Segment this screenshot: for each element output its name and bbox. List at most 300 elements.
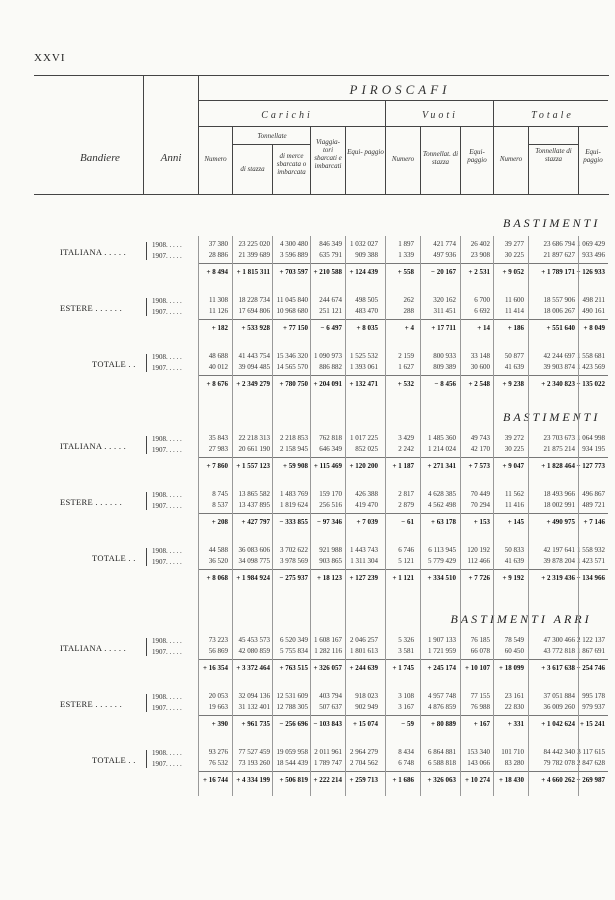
- table-cell: + 1 557 123: [236, 462, 270, 470]
- header-tonnellate: Tonnellate: [257, 132, 287, 140]
- table-cell: + 134 966: [576, 574, 605, 582]
- table-cell: + 1 121: [392, 574, 414, 582]
- table-cell: 762 818: [319, 434, 342, 442]
- table-cell: + 59 908: [283, 462, 308, 470]
- table-cell: 2 817: [398, 490, 414, 498]
- tonnellate-rule-2: [528, 144, 578, 145]
- row-label: ESTERE . . . . . .: [60, 699, 123, 709]
- table-cell: 6 520 349: [280, 636, 308, 644]
- table-cell: 41 639: [504, 557, 524, 565]
- table-cell: 21 897 627: [543, 251, 575, 259]
- body-col-divider: [272, 236, 273, 796]
- table-cell: + 2 319 436: [541, 574, 575, 582]
- row-label: ESTERE . . . . . .: [60, 303, 123, 313]
- table-cell: 995 178: [582, 692, 605, 700]
- table-cell: + 703 597: [279, 268, 308, 276]
- table-cell: 5 779 429: [428, 557, 456, 565]
- table-cell: 489 721: [582, 501, 605, 509]
- body-col-divider: [420, 236, 421, 796]
- table-cell: + 245 174: [427, 664, 456, 672]
- table-cell: + 2 340 823: [541, 380, 575, 388]
- table-cell: 11 600: [505, 296, 524, 304]
- table-cell: + 7 726: [468, 574, 490, 582]
- table-cell: 6 588 818: [428, 759, 456, 767]
- table-cell: − 333 855: [279, 518, 308, 526]
- table-cell: 42 244 697: [543, 352, 575, 360]
- table-cell: 20 053: [208, 692, 228, 700]
- table-cell: 22 218 313: [238, 434, 270, 442]
- table-cell: 56 869: [208, 647, 228, 655]
- table-cell: 39 903 874: [543, 363, 575, 371]
- table-cell: + 532: [397, 380, 414, 388]
- diff-rule: [198, 513, 608, 514]
- brace-rule: [146, 548, 147, 566]
- table-cell: 37 380: [208, 240, 228, 248]
- table-cell: 77 155: [470, 692, 490, 700]
- table-cell: 262: [403, 296, 414, 304]
- brace-rule: [146, 694, 147, 712]
- table-cell: + 4: [404, 324, 414, 332]
- table-cell: 3 429: [398, 434, 414, 442]
- table-cell: 66 078: [470, 647, 490, 655]
- table-cell: + 763 515: [279, 664, 308, 672]
- table-cell: + 145: [507, 518, 524, 526]
- brace-rule: [146, 242, 147, 260]
- table-cell: 490 161: [582, 307, 605, 315]
- table-cell: 903 865: [319, 557, 342, 565]
- brace-rule: [146, 354, 147, 372]
- table-cell: + 3 617 638: [541, 664, 575, 672]
- table-cell: 2 159: [398, 352, 414, 360]
- year-label: 1908. . . . .: [152, 637, 182, 645]
- table-cell: 50 877: [504, 352, 524, 360]
- table-cell: 28 886: [208, 251, 228, 259]
- table-cell: 1 897: [398, 240, 414, 248]
- header-numero: Numero: [204, 155, 227, 163]
- table-cell: + 4 334 199: [236, 776, 270, 784]
- diff-rule: [198, 659, 608, 660]
- table-cell: + 153: [473, 518, 490, 526]
- table-cell: + 9 192: [502, 574, 524, 582]
- table-cell: 39 272: [504, 434, 524, 442]
- table-cell: + 7 146: [583, 518, 605, 526]
- table-cell: + 204 091: [313, 380, 342, 388]
- year-label: 1907. . . . .: [152, 648, 182, 656]
- table-cell: + 10 107: [465, 664, 490, 672]
- table-cell: 5 121: [398, 557, 414, 565]
- table-cell: + 331: [507, 720, 524, 728]
- table-cell: + 390: [211, 720, 228, 728]
- table-cell: + 1 686: [392, 776, 414, 784]
- table-cell: 35 843: [208, 434, 228, 442]
- table-cell: + 326 063: [427, 776, 456, 784]
- table-cell: 18 557 906: [543, 296, 575, 304]
- table-cell: 73 193 260: [238, 759, 270, 767]
- table-cell: 426 388: [355, 490, 378, 498]
- table-cell: + 126 933: [576, 268, 605, 276]
- table-cell: 6 864 881: [428, 748, 456, 756]
- table-cell: 3 596 889: [280, 251, 308, 259]
- year-label: 1907. . . . .: [152, 364, 182, 372]
- table-cell: 101 710: [501, 748, 524, 756]
- year-label: 1907. . . . .: [152, 502, 182, 510]
- table-cell: 77 527 459: [238, 748, 270, 756]
- table-cell: + 8 494: [206, 268, 228, 276]
- table-cell: + 1 187: [392, 462, 414, 470]
- table-cell: 852 025: [355, 445, 378, 453]
- year-label: 1907. . . . .: [152, 558, 182, 566]
- table-cell: + 15 074: [353, 720, 378, 728]
- table-cell: + 2 531: [468, 268, 490, 276]
- table-cell: 47 300 466: [543, 636, 575, 644]
- table-cell: + 18 099: [499, 664, 524, 672]
- table-cell: + 1 984 924: [236, 574, 270, 582]
- table-cell: 23 908: [470, 251, 490, 259]
- table-cell: 1 485 360: [428, 434, 456, 442]
- table-cell: + 1 789 171: [541, 268, 575, 276]
- table-cell: + 334 510: [427, 574, 456, 582]
- row-label: ESTERE . . . . . .: [60, 497, 123, 507]
- table-cell: + 132 471: [349, 380, 378, 388]
- header-numero-vuoti: Numero: [391, 155, 415, 163]
- header-totale: Totale: [531, 110, 574, 121]
- table-cell: 403 794: [319, 692, 342, 700]
- table-cell: 2 847 628: [577, 759, 605, 767]
- table-cell: 84 442 340: [543, 748, 575, 756]
- col-divider-group: [385, 101, 386, 194]
- table-cell: 79 782 078: [543, 759, 575, 767]
- table-cell: 27 983: [208, 445, 228, 453]
- table-cell: 30 225: [504, 251, 524, 259]
- table-cell: 49 743: [470, 434, 490, 442]
- table-cell: 23 225 020: [238, 240, 270, 248]
- year-label: 1908. . . . .: [152, 353, 182, 361]
- table-cell: 3 581: [398, 647, 414, 655]
- table-cell: 42 197 641: [543, 546, 575, 554]
- table-cell: + 77 150: [283, 324, 308, 332]
- table-cell: 1 558 681: [577, 352, 605, 360]
- table-cell: + 10 274: [465, 776, 490, 784]
- table-cell: 31 132 401: [238, 703, 270, 711]
- table-cell: 18 006 267: [543, 307, 575, 315]
- header-equipaggio-totale: Equi- paggio: [583, 148, 603, 165]
- diff-rule: [198, 771, 608, 772]
- table-cell: + 961 735: [241, 720, 270, 728]
- table-cell: 1 393 061: [350, 363, 378, 371]
- table-cell: 251 121: [319, 307, 342, 315]
- table-cell: + 15 241: [580, 720, 605, 728]
- table-cell: 153 340: [467, 748, 490, 756]
- table-cell: + 8 676: [206, 380, 228, 388]
- table-cell: 18 493 966: [543, 490, 575, 498]
- header-carichi: Carichi: [261, 110, 313, 121]
- table-cell: 3 108: [398, 692, 414, 700]
- table-cell: + 269 987: [576, 776, 605, 784]
- table-cell: 15 346 320: [276, 352, 308, 360]
- table-cell: 5 326: [398, 636, 414, 644]
- table-cell: 909 388: [355, 251, 378, 259]
- table-cell: 60 450: [504, 647, 524, 655]
- tonnellate-rule: [232, 144, 310, 145]
- table-cell: 244 674: [319, 296, 342, 304]
- table-cell: 4 300 480: [280, 240, 308, 248]
- header-numero-totale: Numero: [499, 155, 523, 163]
- row-label: ITALIANA . . . . .: [60, 643, 127, 653]
- table-cell: 76 532: [208, 759, 228, 767]
- table-cell: 159 170: [319, 490, 342, 498]
- section-title: BASTIMENTI: [503, 216, 601, 230]
- table-cell: + 115 469: [313, 462, 342, 470]
- table-cell: + 9 047: [502, 462, 524, 470]
- table-cell: − 275 937: [279, 574, 308, 582]
- header-di-stazza: di stazza: [240, 165, 265, 173]
- year-label: 1908. . . . .: [152, 435, 182, 443]
- table-cell: + 9 238: [502, 380, 524, 388]
- table-cell: 3 702 622: [280, 546, 308, 554]
- table-cell: 17 694 806: [238, 307, 270, 315]
- row-label: ITALIANA . . . . .: [60, 441, 127, 451]
- table-cell: 1 032 027: [350, 240, 378, 248]
- table-cell: + 167: [473, 720, 490, 728]
- table-cell: + 182: [211, 324, 228, 332]
- table-cell: 19 059 958: [276, 748, 308, 756]
- table-cell: 2 218 853: [280, 434, 308, 442]
- table-cell: 902 949: [355, 703, 378, 711]
- table-cell: 1 558 932: [577, 546, 605, 554]
- table-cell: 22 830: [504, 703, 524, 711]
- table-cell: 256 516: [319, 501, 342, 509]
- table-cell: 2 122 137: [577, 636, 605, 644]
- table-cell: 26 402: [470, 240, 490, 248]
- brace-rule: [146, 638, 147, 656]
- table-cell: 1 608 167: [314, 636, 342, 644]
- table-cell: + 9 052: [502, 268, 524, 276]
- table-cell: + 8 068: [206, 574, 228, 582]
- table-cell: + 4 660 262: [541, 776, 575, 784]
- table-cell: 918 023: [355, 692, 378, 700]
- table-cell: 36 520: [208, 557, 228, 565]
- table-cell: 5 755 834: [280, 647, 308, 655]
- table-cell: 1 819 624: [280, 501, 308, 509]
- table-cell: 1 064 998: [577, 434, 605, 442]
- table-cell: + 558: [397, 268, 414, 276]
- body-col-divider: [232, 236, 233, 796]
- brace-rule: [146, 492, 147, 510]
- table-cell: 6 692: [474, 307, 490, 315]
- table-cell: + 1 815 311: [236, 268, 270, 276]
- brace-rule: [146, 750, 147, 768]
- header-anni: Anni: [160, 152, 182, 164]
- table-cell: + 490 975: [546, 518, 575, 526]
- table-cell: 50 833: [504, 546, 524, 554]
- table-cell: + 18 123: [317, 574, 342, 582]
- year-label: 1908. . . . .: [152, 241, 182, 249]
- table-cell: 93 276: [208, 748, 228, 756]
- table-cell: 3 167: [398, 703, 414, 711]
- table-cell: 23 703 673: [543, 434, 575, 442]
- table-cell: 42 080 859: [238, 647, 270, 655]
- table-cell: 635 791: [319, 251, 342, 259]
- table-cell: 70 449: [470, 490, 490, 498]
- table-cell: + 16 354: [203, 664, 228, 672]
- year-label: 1907. . . . .: [152, 446, 182, 454]
- table-cell: 13 865 582: [238, 490, 270, 498]
- body-col-divider: [578, 236, 579, 796]
- table-cell: 1 801 613: [350, 647, 378, 655]
- table-cell: 496 867: [582, 490, 605, 498]
- diff-rule: [198, 319, 608, 320]
- table-cell: 1 214 024: [428, 445, 456, 453]
- row-label: TOTALE . .: [92, 359, 136, 369]
- table-cell: 43 772 818: [543, 647, 575, 655]
- body-col-divider: [460, 236, 461, 796]
- header-equipaggio: Equi- paggio: [347, 148, 384, 156]
- table-cell: + 1 745: [392, 664, 414, 672]
- table-cell: 4 628 385: [428, 490, 456, 498]
- table-cell: 809 389: [433, 363, 456, 371]
- header-equipaggio-vuoti: Equi- paggio: [467, 148, 487, 165]
- table-cell: 979 937: [582, 703, 605, 711]
- header-piroscafi: PIROSCAFI: [349, 82, 451, 97]
- table-cell: 1 282 116: [314, 647, 342, 655]
- table-cell: 36 009 260: [543, 703, 575, 711]
- table-cell: 1 867 691: [577, 647, 605, 655]
- table-cell: 44 588: [208, 546, 228, 554]
- diff-rule: [198, 375, 608, 376]
- body-col-divider: [310, 236, 311, 796]
- page-number: XXVI: [34, 52, 66, 64]
- table-cell: − 8 456: [434, 380, 456, 388]
- table-cell: 6 113 945: [428, 546, 456, 554]
- table-cell: 42 170: [470, 445, 490, 453]
- table-cell: 32 094 136: [238, 692, 270, 700]
- table-cell: 1 443 743: [350, 546, 378, 554]
- table-cell: + 7 573: [468, 462, 490, 470]
- table-cell: + 120 200: [349, 462, 378, 470]
- header-di-merce: di merce sbarcata o imbarcata: [276, 152, 307, 177]
- table-cell: + 271 341: [427, 462, 456, 470]
- table-cell: + 135 022: [576, 380, 605, 388]
- body-col-divider: [345, 236, 346, 796]
- table-cell: + 14: [477, 324, 490, 332]
- brace-rule: [146, 436, 147, 454]
- table-cell: 1 789 747: [314, 759, 342, 767]
- table-cell: 2 704 562: [350, 759, 378, 767]
- table-cell: 18 002 991: [543, 501, 575, 509]
- table-cell: + 17 711: [431, 324, 456, 332]
- table-cell: 40 012: [208, 363, 228, 371]
- col-divider: [345, 127, 346, 194]
- table-cell: 45 453 573: [238, 636, 270, 644]
- year-label: 1908. . . . .: [152, 547, 182, 555]
- table-cell: 1 311 304: [350, 557, 378, 565]
- row-label: ITALIANA . . . . .: [60, 247, 127, 257]
- section-title: BASTIMENTI ARRI: [450, 612, 592, 626]
- table-cell: 921 988: [319, 546, 342, 554]
- table-cell: − 59: [401, 720, 414, 728]
- table-cell: 30 225: [504, 445, 524, 453]
- table-cell: 1 525 532: [350, 352, 378, 360]
- table-cell: 1 069 429: [577, 240, 605, 248]
- table-cell: + 16 744: [203, 776, 228, 784]
- table-cell: 507 637: [319, 703, 342, 711]
- table-cell: 288: [403, 307, 414, 315]
- body-col-divider: [198, 236, 199, 796]
- table-cell: + 3 372 464: [236, 664, 270, 672]
- table-cell: 846 349: [319, 240, 342, 248]
- table-cell: 498 505: [355, 296, 378, 304]
- table-cell: 19 663: [208, 703, 228, 711]
- table-cell: 1 017 225: [350, 434, 378, 442]
- table-cell: − 61: [401, 518, 414, 526]
- table-cell: 37 051 884: [543, 692, 575, 700]
- table-cell: + 533 928: [241, 324, 270, 332]
- table-cell: + 7 039: [356, 518, 378, 526]
- table-cell: − 256 696: [279, 720, 308, 728]
- year-label: 1908. . . . .: [152, 693, 182, 701]
- diff-rule: [198, 263, 608, 264]
- year-label: 1908. . . . .: [152, 749, 182, 757]
- table-cell: + 254 746: [576, 664, 605, 672]
- table-cell: 18 544 439: [276, 759, 308, 767]
- table-cell: + 208: [211, 518, 228, 526]
- table-cell: 646 349: [319, 445, 342, 453]
- table-cell: + 244 639: [349, 664, 378, 672]
- table-cell: 2 879: [398, 501, 414, 509]
- table-cell: 12 788 305: [276, 703, 308, 711]
- header-viaggiatori: Viaggia- tori sbarcati e imbarcati: [314, 138, 342, 171]
- col-divider-anni: [143, 76, 144, 194]
- year-label: 1908. . . . .: [152, 297, 182, 305]
- col-divider: [232, 127, 233, 194]
- table-cell: 421 774: [433, 240, 456, 248]
- table-cell: 34 098 775: [238, 557, 270, 565]
- table-cell: 2 046 257: [350, 636, 378, 644]
- table-cell: + 127 773: [576, 462, 605, 470]
- table-cell: 800 933: [433, 352, 456, 360]
- table-cell: 4 957 748: [428, 692, 456, 700]
- table-cell: 6 700: [474, 296, 490, 304]
- table-cell: 4 562 498: [428, 501, 456, 509]
- table-cell: 11 414: [505, 307, 524, 315]
- table-cell: 83 280: [504, 759, 524, 767]
- table-cell: 76 988: [470, 703, 490, 711]
- brace-rule: [146, 298, 147, 316]
- table-cell: + 506 819: [279, 776, 308, 784]
- section-title: BASTIMENTI: [503, 410, 601, 424]
- table-cell: + 186: [507, 324, 524, 332]
- table-cell: 11 562: [505, 490, 524, 498]
- table-cell: 419 470: [355, 501, 378, 509]
- table-cell: 8 537: [212, 501, 228, 509]
- table-cell: 498 211: [582, 296, 605, 304]
- table-cell: 3 978 569: [280, 557, 308, 565]
- table-cell: + 8 035: [356, 324, 378, 332]
- diff-rule: [198, 569, 608, 570]
- table-cell: 2 158 945: [280, 445, 308, 453]
- table-cell: + 1 828 464: [541, 462, 575, 470]
- table-cell: + 222 214: [313, 776, 342, 784]
- table-cell: 33 148: [470, 352, 490, 360]
- year-label: 1908. . . . .: [152, 491, 182, 499]
- col-divider-group: [493, 101, 494, 194]
- table-cell: 76 185: [470, 636, 490, 644]
- table-cell: 6 746: [398, 546, 414, 554]
- table-cell: 1 423 569: [577, 363, 605, 371]
- year-label: 1907. . . . .: [152, 308, 182, 316]
- table-cell: + 1 042 624: [541, 720, 575, 728]
- table-cell: 311 451: [433, 307, 456, 315]
